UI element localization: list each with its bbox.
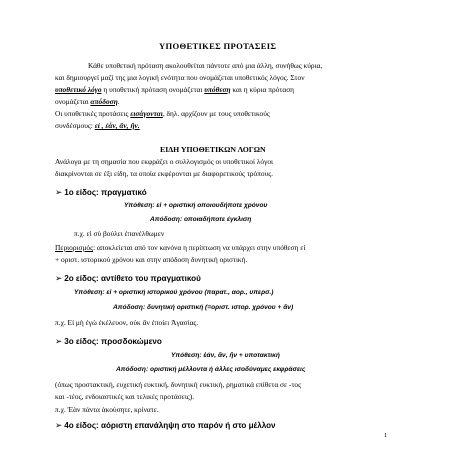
kind2-example: π.χ. Εἰ μὴ ἐγὼ ἐκέλευον, οὐκ ἂν ἐποίει Ἀγασίας. (55, 318, 199, 327)
page-title: ΥΠΟΘΕΤΙΚΕΣ ΠΡΟΤΑΣΕΙΣ (159, 41, 277, 51)
intro-line-6 (55, 122, 140, 129)
intro-line-5-start: Οι υποθετικές προτάσεις (55, 109, 131, 118)
kind1-hypothesis: Υπόθεση: εἰ + οριστική οποιουδήποτε χρόνου (124, 202, 268, 209)
kind1-heading (55, 188, 147, 197)
kind3-hypothesis: Υπόθεση: ἐάν, ἄν, ἤν + υποτακτική (171, 352, 280, 359)
term-hypothetical-speech: υποθετικό λόγο (55, 85, 102, 94)
kind2-heading-text: 2ο είδος: αντίθετο του πραγματικού (64, 274, 201, 283)
intro-line-5 (55, 110, 270, 117)
kind2-apodosis: Απόδοση: δυνητική οριστική (=οριστ. ιστορ. χρόνου + ἄν) (113, 304, 294, 311)
intro-line-2: και δημιουργεί μαζί της μια λογική ενότητα που ονομάζεται υποθετικός λόγος. Στον (55, 73, 305, 82)
page-number: 1 (384, 432, 388, 439)
intro-line-4 (55, 98, 120, 105)
intro-line-3-mid: η υποθετική πρόταση ονομάζεται (101, 85, 205, 94)
kind3-heading (55, 337, 162, 346)
kind1-note (55, 244, 305, 251)
kind3-heading-text: 3ο είδος: προσδοκώμενο (64, 337, 162, 346)
kind3-detail-line-2: και -τέος, ενδοιαστικές και τελικές προτάσεις). (55, 392, 195, 401)
term-restriction: Περιορισμός (55, 243, 94, 252)
arrow-bullet-icon: ➢ (55, 420, 63, 430)
intro-line-3 (55, 86, 294, 93)
intro-line-4-start: ονομάζεται (55, 97, 91, 106)
kinds-text-line-2: διακρίνονται σε έξι είδη, τα οποία εκφέρονται με διαφορετικούς τρόπους. (55, 169, 274, 178)
kinds-text-line-1: Ανάλογα με τη σημασία που εκφράζει ο συλλογισμός οι υποθετικοί λόγοι (55, 157, 274, 166)
kind1-note-line-2: + οριστ. ιστορικού χρόνου και στην απόδοση δυνητική οριστική. (55, 255, 248, 264)
kind4-heading-text: 4ο είδος: αόριστη επανάληψη στο παρόν ή στο μέλλον (64, 421, 276, 430)
kind3-detail-line-1: (όπως προστακτική, ευχετική ευκτική, δυνητική ευκτική, ρηματικά επίθετα σε -τος (55, 380, 302, 389)
term-conjunctions: εἰ , ἐάν, ἄν, ἤν. (94, 121, 140, 130)
kind2-heading (55, 274, 201, 283)
kind4-heading (55, 421, 276, 430)
term-introduced: εισάγονται (130, 109, 163, 118)
term-hypothesis: υπόθεση (204, 85, 231, 94)
arrow-bullet-icon: ➢ (55, 187, 63, 197)
kind3-apodosis: Απόδοση: οριστική μέλλοντα ή άλλες ισοδύναμες εκφράσεις (116, 366, 306, 373)
kind1-note-rest: : αποκλείεται από τον κανόνα η περίπτωση να υπάρχει στην υπόθεση εἰ (93, 243, 306, 252)
kind1-heading-text: 1ο είδος: πραγματικό (64, 188, 147, 197)
term-apodosis: απόδοση (90, 97, 118, 106)
kinds-heading: ΕΙΔΗ ΥΠΟΘΕΤΙΚΩΝ ΛΟΓΩΝ (160, 145, 266, 154)
arrow-bullet-icon: ➢ (55, 336, 63, 346)
intro-line-3-end: και η κύρια πρόταση (230, 85, 295, 94)
kind2-hypothesis: Υπόθεση: εἰ + οριστική ιστορικού χρόνου (παρατ., αορ., υπερσ.) (74, 289, 274, 296)
arrow-bullet-icon: ➢ (55, 273, 63, 283)
kind1-apodosis: Απόδοση: οποιαδήποτε έγκλιση (150, 216, 252, 223)
intro-line-5-end: , δηλ. αρχίζουν με τους υποθετικούς (162, 109, 270, 118)
intro-line-4-end: . (117, 97, 120, 106)
intro-line-1: Κάθε υποθετική πρόταση ακολουθείται πάντοτε από μια άλλη, συνήθως κύρια, (88, 61, 323, 70)
intro-line-6-start: συνδέσμους: (55, 121, 95, 130)
kind3-example: π.χ. Ἐὰν πάντα ἀκούσητε, κρίνατε. (55, 405, 159, 414)
kind1-example: π.χ. εἰ σὺ βούλει ἐπανέλθωμεν (74, 229, 165, 238)
